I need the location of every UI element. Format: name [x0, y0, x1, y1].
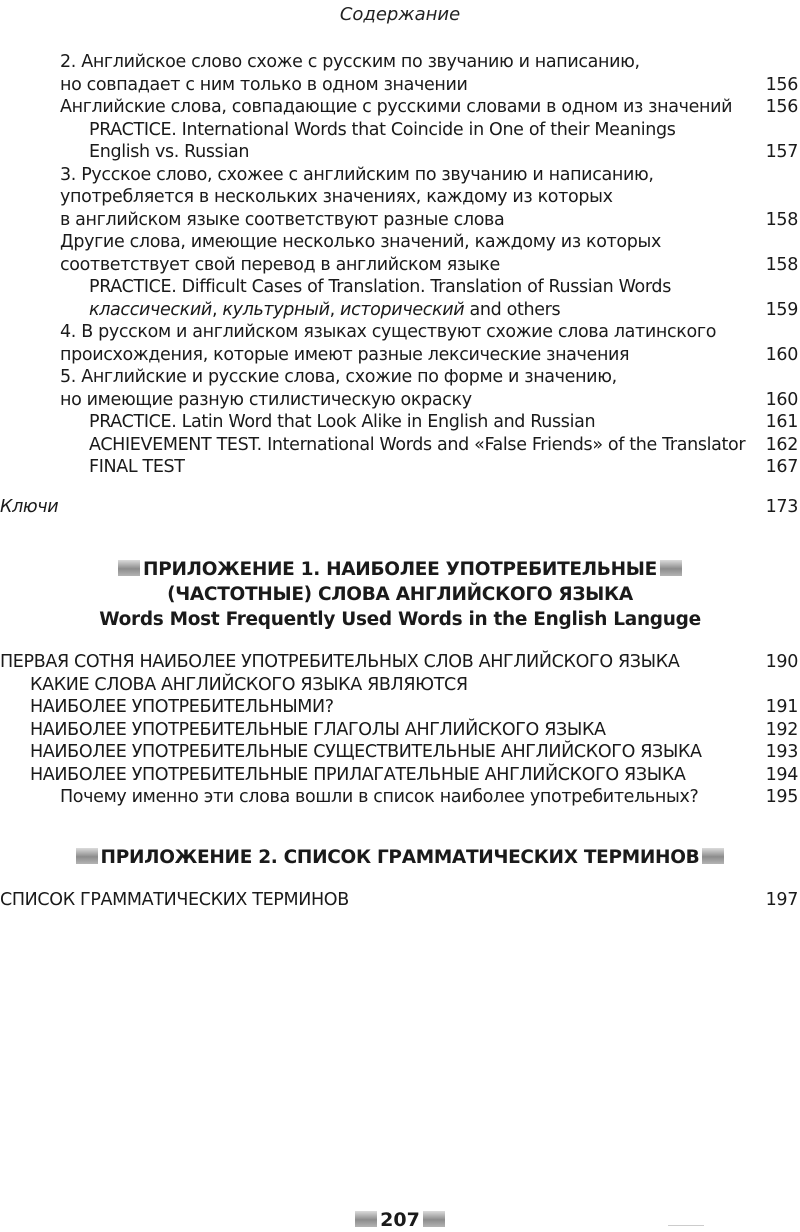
toc-entry-text: НАИБОЛЕЕ УПОТРЕБИТЕЛЬНЫЕ СУЩЕСТВИТЕЛЬНЫЕ АНГЛИЙСКОГО ЯЗЫКА	[30, 742, 702, 762]
toc-entry-text: ACHIEVEMENT TEST. International Words and «False Friends» of the Translator	[89, 434, 746, 455]
appendix-1-title-line-1: ПРИЛОЖЕНИЕ 1. НАИБОЛЕЕ УПОТРЕБИТЕЛЬНЫЕ	[143, 559, 657, 580]
toc-entry-text: КАКИЕ СЛОВА АНГЛИЙСКОГО ЯЗЫКА ЯВЛЯЮТСЯ	[30, 674, 468, 695]
toc-entry-text: происхождения, которые имеют разные лексические значения	[60, 344, 630, 365]
toc-entry[interactable]	[0, 164, 800, 187]
toc-entry-text: Ключи	[0, 497, 59, 517]
toc-entry[interactable]	[0, 299, 800, 322]
toc-entry-text: но имеющие разную стилистическую окраску	[60, 389, 472, 410]
toc-keys	[0, 496, 800, 519]
toc-entry-page: 173	[765, 497, 798, 517]
appendix-1-title-line-3: Words Most Frequently Used Words in the English Languge	[99, 609, 701, 630]
toc-entry-text: Почему именно эти слова вошли в список наиболее употребительных?	[60, 787, 699, 807]
toc-entry-page: 197	[765, 890, 798, 910]
italic-word: исторический	[340, 299, 465, 320]
italic-word: классический	[89, 299, 212, 320]
toc-entry[interactable]	[0, 674, 800, 697]
toc-entry-text: НАИБОЛЕЕ УПОТРЕБИТЕЛЬНЫЕ ГЛАГОЛЫ АНГЛИЙСКОГО ЯЗЫКА	[30, 719, 606, 740]
toc-entry[interactable]	[0, 786, 800, 809]
toc-entry[interactable]	[0, 389, 800, 412]
appendix-1-heading	[0, 557, 800, 632]
toc-entry-text: PRACTICE. Latin Word that Look Alike in English and Russian	[89, 412, 596, 432]
toc-entry[interactable]	[0, 96, 800, 119]
toc-entry[interactable]	[0, 186, 800, 209]
decorative-square-icon	[423, 1211, 445, 1227]
toc-entry-text: в английском языке соответствуют разные слова	[60, 209, 505, 230]
toc-entry-page: 156	[765, 97, 798, 117]
toc-entry[interactable]	[0, 276, 800, 299]
toc-entry-page: 190	[765, 652, 798, 672]
toc-entry-text: English vs. Russian	[89, 142, 250, 162]
toc-entry[interactable]	[0, 764, 800, 787]
toc-entry[interactable]	[0, 74, 800, 97]
toc-entry[interactable]	[0, 231, 800, 254]
toc-entry-text: PRACTICE. International Words that Coincide in One of their Meanings	[89, 119, 676, 140]
toc-block-top	[0, 51, 800, 479]
appendix-2-toc	[0, 889, 800, 912]
toc-entry-text: FINAL TEST	[89, 457, 185, 477]
toc-entry[interactable]	[0, 209, 800, 232]
toc-entry-text: СПИСОК ГРАММАТИЧЕСКИХ ТЕРМИНОВ	[0, 890, 349, 910]
toc-entry-text: Другие слова, имеющие несколько значений, каждому из которых	[60, 232, 661, 252]
toc-entry[interactable]	[0, 696, 800, 719]
decorative-square-icon	[660, 560, 682, 576]
toc-entry[interactable]	[0, 119, 800, 142]
toc-entry-text: 4. В русском и английском языках существуют схожие слова латинского	[60, 322, 717, 342]
decorative-square-icon	[118, 560, 140, 576]
toc-entry-text: 5. Английские и русские слова, схожие по форме и значению,	[60, 367, 617, 387]
toc-entry-page: 156	[765, 74, 798, 95]
toc-entry-page: 157	[765, 142, 798, 162]
toc-entry[interactable]	[0, 434, 800, 457]
toc-entry-text: НАИБОЛЕЕ УПОТРЕБИТЕЛЬНЫЕ ПРИЛАГАТЕЛЬНЫЕ АНГЛИЙСКОГО ЯЗЫКА	[30, 764, 686, 785]
toc-entry[interactable]	[0, 651, 800, 674]
toc-entry-page: 161	[765, 412, 798, 432]
page-footer	[0, 1208, 800, 1232]
toc-entry[interactable]	[0, 456, 800, 479]
toc-entry-page: 160	[765, 344, 798, 365]
toc-entry-text: НАИБОЛЕЕ УПОТРЕБИТЕЛЬНЫМИ?	[30, 697, 334, 717]
toc-entry-text: употребляется в нескольких значениях, каждому из которых	[60, 187, 613, 207]
toc-entry[interactable]	[0, 254, 800, 277]
toc-entry[interactable]	[0, 411, 800, 434]
toc-entry[interactable]	[0, 889, 800, 912]
toc-entry-page: 158	[765, 254, 798, 275]
toc-entry-page: 195	[765, 787, 798, 807]
toc-entry-text: 2. Английское слово схоже с русским по звучанию и написанию,	[60, 52, 640, 72]
toc-entry-text: 3. Русское слово, схожее с английским по звучанию и написанию,	[60, 164, 654, 185]
page-number: 207	[380, 1209, 420, 1231]
toc-entry-text: Английские слова, совпадающие с русскими словами в одном из значений	[60, 97, 733, 117]
appendix-1-toc	[0, 651, 800, 809]
toc-entry-page: 191	[765, 697, 798, 717]
toc-entry-text: классический, культурный, исторический and others	[89, 299, 561, 320]
appendix-2-title: ПРИЛОЖЕНИЕ 2. СПИСОК ГРАММАТИЧЕСКИХ ТЕРМИНОВ	[100, 847, 700, 868]
toc-entry-page: 167	[765, 457, 798, 477]
toc-entry[interactable]	[0, 344, 800, 367]
toc-entry-text: PRACTICE. Difficult Cases of Translation. Translation of Russian Words	[89, 277, 671, 297]
toc-entry[interactable]	[0, 366, 800, 389]
toc-entry[interactable]	[0, 741, 800, 764]
toc-entry-page: 162	[765, 434, 798, 455]
decorative-square-icon	[702, 848, 724, 864]
toc-entry[interactable]	[0, 141, 800, 164]
toc-entry[interactable]	[0, 321, 800, 344]
running-header: Содержание	[339, 4, 461, 25]
corner-mark	[668, 1225, 704, 1226]
toc-entry-text-rest: and others	[469, 299, 561, 320]
toc-entry-page: 159	[765, 299, 798, 320]
toc-entry[interactable]	[0, 719, 800, 742]
decorative-square-icon	[355, 1211, 377, 1227]
toc-entry-page: 160	[765, 389, 798, 410]
toc-entry-keys[interactable]	[0, 496, 800, 519]
toc-entry-page: 194	[765, 764, 798, 785]
toc-entry-text: но совпадает с ним только в одном значении	[60, 74, 468, 95]
decorative-square-icon	[76, 848, 98, 864]
toc-entry-text: ПЕРВАЯ СОТНЯ НАИБОЛЕЕ УПОТРЕБИТЕЛЬНЫХ СЛОВ АНГЛИЙСКОГО ЯЗЫКА	[0, 652, 680, 672]
italic-word: культурный	[222, 299, 330, 320]
toc-entry-page: 193	[765, 742, 798, 762]
toc-entry[interactable]	[0, 51, 800, 74]
toc-entry-text: соответствует свой перевод в английском языке	[60, 254, 500, 275]
toc-entry-page: 158	[765, 209, 798, 230]
appendix-1-title-line-2: (ЧАСТОТНЫЕ) СЛОВА АНГЛИЙСКОГО ЯЗЫКА	[167, 584, 633, 605]
toc-entry-page: 192	[765, 719, 798, 740]
appendix-2-heading	[0, 845, 800, 870]
